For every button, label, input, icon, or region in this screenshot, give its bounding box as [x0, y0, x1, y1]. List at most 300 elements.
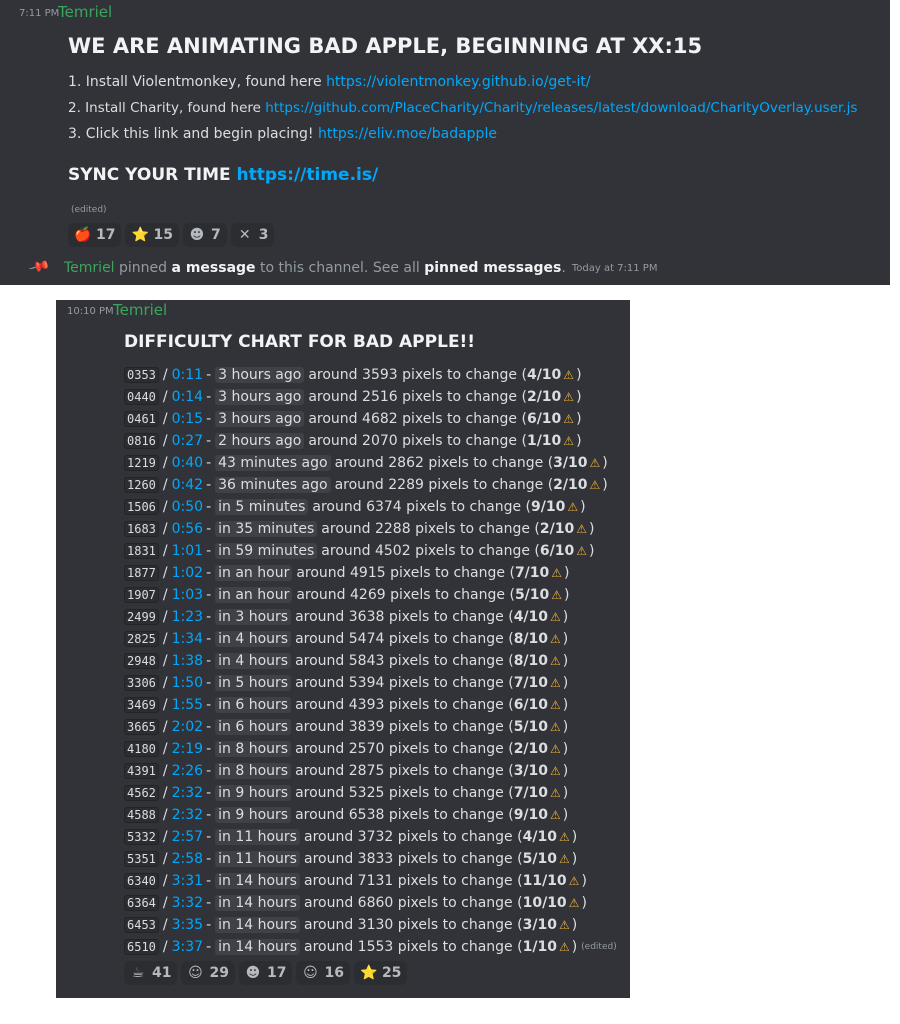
frame-number: 1683 [124, 521, 159, 537]
close-paren: ) [564, 565, 570, 581]
timestamp-link[interactable]: 1:34 [171, 631, 204, 647]
relative-time: in 8 hours [215, 741, 291, 757]
frame-number: 0353 [124, 367, 159, 383]
difficulty-row [124, 518, 617, 540]
separator: / [162, 653, 168, 669]
frame-number: 4180 [124, 741, 159, 757]
timestamp-link[interactable]: 2:26 [171, 763, 204, 779]
relative-time: in 11 hours [215, 851, 300, 867]
timestamp-link[interactable]: 1:23 [171, 609, 204, 625]
pixel-count: 3593 [362, 367, 398, 383]
difficulty-rating: 8/10 [513, 631, 549, 647]
difficulty-row [124, 386, 617, 408]
separator: - [206, 499, 212, 515]
separator: / [162, 411, 168, 427]
reaction-button[interactable] [125, 223, 178, 247]
difficulty-row [124, 738, 617, 760]
difficulty-rating: 9/10 [531, 499, 566, 515]
around-text: around [295, 785, 349, 801]
reaction-button[interactable] [354, 961, 407, 985]
pixels-text: pixels to change ( [410, 543, 540, 559]
custom-emoji-4-icon: ☺ [303, 965, 318, 981]
pixel-count: 2875 [348, 763, 385, 779]
difficulty-rating: 6/10 [526, 411, 562, 427]
star-emoji-icon: ⭐ [359, 965, 378, 981]
reaction-bar [124, 961, 407, 985]
pixels-text: pixels to change ( [393, 873, 523, 889]
separator: / [162, 631, 168, 647]
warning-icon: ⚠ [550, 786, 561, 800]
pixel-count: 4682 [362, 411, 398, 427]
timestamp-link[interactable]: 0:40 [171, 455, 204, 471]
difficulty-row [124, 914, 617, 936]
system-text: . [561, 260, 566, 276]
timestamp-link[interactable]: 3:31 [171, 873, 204, 889]
close-paren: ) [581, 895, 587, 911]
difficulty-row [124, 826, 617, 848]
pixels-text: pixels to change ( [384, 807, 514, 823]
separator: - [206, 653, 212, 669]
frame-number: 2948 [124, 653, 159, 669]
difficulty-row [124, 584, 617, 606]
timestamp-link[interactable]: 1:01 [171, 543, 204, 559]
warning-icon: ⚠ [558, 918, 570, 932]
difficulty-rating: 7/10 [513, 675, 549, 691]
relative-time: in 6 hours [215, 719, 291, 735]
charity-link[interactable]: https://github.com/PlaceCharity/Charity/releases/latest/download/CharityOverlay.user.js [265, 100, 858, 116]
around-text: around [334, 455, 389, 471]
frame-number: 1260 [124, 477, 159, 493]
timestamp-link[interactable]: 0:50 [171, 499, 204, 515]
pixel-count: 5474 [348, 631, 385, 647]
around-text: around [295, 807, 349, 823]
separator: / [162, 851, 168, 867]
pixel-count: 6374 [366, 499, 402, 515]
timestamp-link[interactable]: 2:19 [171, 741, 204, 757]
around-text: around [321, 521, 375, 537]
pixels-text: pixels to change ( [393, 895, 523, 911]
pixels-text: pixels to change ( [401, 499, 531, 515]
around-text: around [295, 719, 349, 735]
separator: - [206, 675, 212, 691]
separator: / [162, 521, 168, 537]
edited-label: (edited) [71, 205, 107, 215]
separator: - [206, 895, 212, 911]
reaction-count: 3 [258, 227, 269, 243]
difficulty-row [124, 870, 617, 892]
message-heading: WE ARE ANIMATING BAD APPLE, BEGINNING AT XX:15 [68, 34, 703, 58]
timestamp-link[interactable]: 0:15 [171, 411, 204, 427]
separator: - [206, 609, 212, 625]
close-paren: ) [581, 873, 587, 889]
separator: / [162, 675, 168, 691]
relative-time: in 6 hours [215, 697, 291, 713]
around-text: around [334, 477, 389, 493]
system-pin-message [27, 255, 658, 279]
difficulty-row [124, 694, 617, 716]
difficulty-rating: 5/10 [513, 719, 549, 735]
frame-number: 1831 [124, 543, 159, 559]
timestamp-link[interactable]: 3:35 [171, 917, 204, 933]
frame-number: 6453 [124, 917, 159, 933]
separator: - [206, 697, 212, 713]
difficulty-rating: 6/10 [513, 697, 549, 713]
pixel-count: 4393 [348, 697, 385, 713]
relative-time: in 4 hours [215, 653, 291, 669]
pixels-text: pixels to change ( [410, 521, 540, 537]
separator: / [162, 389, 168, 405]
close-paren: ) [602, 477, 608, 493]
separator: / [162, 477, 168, 493]
reaction-count: 17 [266, 965, 287, 981]
relative-time: in 11 hours [215, 829, 300, 845]
pixel-count: 3638 [348, 609, 385, 625]
timestamp-link[interactable]: 1:03 [171, 587, 204, 603]
separator: - [206, 807, 212, 823]
around-text: around [303, 873, 358, 889]
separator: - [206, 389, 212, 405]
time-is-link[interactable]: https://time.is/ [236, 165, 379, 185]
relative-time: in an hour [215, 565, 292, 581]
sync-heading [68, 165, 378, 185]
warning-icon: ⚠ [576, 544, 588, 558]
warning-icon: ⚠ [558, 830, 570, 844]
step-text: 1. Install Violentmonkey, found here [68, 74, 327, 90]
timestamp-link[interactable]: 1:55 [171, 697, 204, 713]
close-paren: ) [576, 367, 582, 383]
difficulty-rating: 1/10 [522, 939, 557, 955]
around-text: around [303, 829, 358, 845]
pixels-text: pixels to change ( [423, 477, 554, 493]
custom-emoji-1-icon: ☕ [131, 965, 145, 981]
frame-number: 1877 [124, 565, 159, 581]
close-paren: ) [562, 653, 569, 669]
pixel-count: 6860 [357, 895, 394, 911]
pixel-count: 4915 [350, 565, 386, 581]
sync-text: SYNC YOUR TIME [68, 165, 237, 185]
timestamp-link[interactable]: 0:14 [171, 389, 204, 405]
separator: - [206, 433, 212, 449]
difficulty-row [124, 562, 617, 584]
close-paren: ) [576, 411, 582, 427]
timestamp-link[interactable]: 0:42 [171, 477, 204, 493]
pixels-text: pixels to change ( [397, 389, 527, 405]
separator: - [206, 917, 212, 933]
pixel-count: 3833 [357, 851, 394, 867]
author-name[interactable]: Temriel [58, 3, 113, 21]
frame-number: 3665 [124, 719, 159, 735]
separator: / [162, 433, 168, 449]
edited-label: (edited) [581, 942, 617, 952]
system-text: to this channel. See all [255, 260, 425, 276]
around-text: around [296, 587, 351, 603]
separator: - [206, 719, 212, 735]
system-author[interactable]: Temriel [64, 260, 115, 276]
difficulty-rating: 11/10 [522, 873, 567, 889]
warning-icon: ⚠ [550, 764, 561, 778]
difficulty-rating: 2/10 [513, 741, 549, 757]
pixels-text: pixels to change ( [393, 917, 523, 933]
close-paren: ) [562, 785, 569, 801]
difficulty-list [124, 364, 617, 958]
pixel-count: 2862 [388, 455, 424, 471]
difficulty-rating: 10/10 [522, 895, 567, 911]
difficulty-row [124, 474, 617, 496]
close-paren: ) [562, 741, 569, 757]
difficulty-row [124, 364, 617, 386]
relative-time: in 35 minutes [215, 521, 317, 537]
close-paren: ) [562, 631, 569, 647]
separator: / [162, 587, 168, 603]
separator: / [162, 609, 168, 625]
warning-icon: ⚠ [558, 940, 570, 954]
reaction-count: 17 [96, 227, 116, 243]
close-paren: ) [589, 521, 595, 537]
separator: - [206, 543, 212, 559]
message-timestamp: 10:10 PM [67, 306, 114, 317]
warning-icon: ⚠ [589, 456, 601, 470]
frame-number: 3306 [124, 675, 159, 691]
close-paren: ) [571, 917, 578, 933]
reaction-button[interactable] [68, 223, 121, 247]
pixels-text: pixels to change ( [393, 829, 523, 845]
close-paren: ) [562, 697, 569, 713]
message-timestamp: 7:11 PM [19, 8, 60, 19]
separator: / [162, 697, 168, 713]
warning-icon: ⚠ [550, 698, 561, 712]
timestamp-link[interactable]: 0:27 [171, 433, 204, 449]
separator: - [206, 521, 212, 537]
step-text: 3. Click this link and begin placing! [68, 126, 318, 142]
frame-number: 1907 [124, 587, 159, 603]
apple-emoji-icon: 🍎 [74, 227, 92, 243]
difficulty-row [124, 408, 617, 430]
separator: / [162, 719, 168, 735]
timestamp-link[interactable]: 3:32 [171, 895, 204, 911]
custom-emoji-2-icon: ☺ [188, 965, 203, 981]
step-line-1 [68, 74, 591, 90]
warning-icon: ⚠ [567, 500, 579, 514]
difficulty-rating: 7/10 [514, 565, 550, 581]
warning-icon: ⚠ [563, 368, 575, 382]
reaction-button[interactable] [124, 961, 177, 985]
pixels-text: pixels to change ( [423, 455, 554, 471]
close-paren: ) [564, 587, 570, 603]
warning-icon: ⚠ [558, 852, 570, 866]
pixel-count: 3130 [357, 917, 394, 933]
frame-number: 6340 [124, 873, 159, 889]
timestamp-link[interactable]: 2:32 [171, 807, 204, 823]
system-timestamp: Today at 7:11 PM [571, 262, 658, 274]
relative-time: 3 hours ago [215, 411, 304, 427]
relative-time: in 59 minutes [215, 543, 317, 559]
custom-emoji-3-icon: ☻ [245, 965, 261, 981]
pixels-text: pixels to change ( [385, 565, 515, 581]
close-paren: ) [562, 719, 569, 735]
relative-time: in 5 hours [215, 675, 291, 691]
reaction-count: 15 [153, 227, 173, 243]
reaction-bar [68, 223, 274, 247]
violentmonkey-link[interactable]: https://violentmonkey.github.io/get-it/ [326, 74, 591, 90]
reaction-button[interactable] [296, 961, 349, 985]
difficulty-rating: 1/10 [526, 433, 562, 449]
difficulty-rating: 9/10 [513, 807, 549, 823]
around-text: around [308, 367, 363, 383]
pinned-messages-link[interactable]: pinned messages [424, 260, 562, 276]
relative-time: in 14 hours [215, 917, 300, 933]
around-text: around [303, 939, 358, 955]
difficulty-row [124, 782, 617, 804]
around-text: around [308, 411, 363, 427]
warning-icon: ⚠ [550, 632, 561, 646]
timestamp-link[interactable]: 1:02 [171, 565, 204, 581]
pixels-text: pixels to change ( [393, 851, 523, 867]
pixels-text: pixels to change ( [384, 609, 514, 625]
relative-time: in 8 hours [215, 763, 291, 779]
relative-time: in 9 hours [215, 785, 291, 801]
pixels-text: pixels to change ( [397, 433, 527, 449]
pixels-text: pixels to change ( [384, 631, 514, 647]
warning-icon: ⚠ [551, 588, 563, 602]
frame-number: 1506 [124, 499, 159, 515]
warning-icon: ⚠ [568, 874, 580, 888]
timestamp-link[interactable]: 2:02 [171, 719, 204, 735]
around-text: around [321, 543, 375, 559]
pixels-text: pixels to change ( [397, 411, 527, 427]
relative-time: in 4 hours [215, 631, 291, 647]
difficulty-rating: 4/10 [526, 367, 562, 383]
separator: / [162, 785, 168, 801]
around-text: around [295, 763, 349, 779]
reaction-button[interactable] [181, 961, 234, 985]
reaction-button[interactable] [239, 961, 292, 985]
pixel-count: 6538 [348, 807, 385, 823]
separator: / [162, 873, 168, 889]
reaction-count: 16 [324, 965, 344, 981]
difficulty-rating: 4/10 [522, 829, 557, 845]
separator: - [206, 455, 212, 471]
warning-icon: ⚠ [568, 896, 580, 910]
frame-number: 2499 [124, 609, 159, 625]
around-text: around [295, 631, 349, 647]
timestamp-link[interactable]: 2:58 [171, 851, 204, 867]
frame-number: 6510 [124, 939, 159, 955]
warning-icon: ⚠ [563, 412, 575, 426]
separator: - [206, 939, 212, 955]
difficulty-row [124, 848, 617, 870]
warning-icon: ⚠ [563, 390, 575, 404]
frame-number: 4562 [124, 785, 159, 801]
around-text: around [296, 565, 351, 581]
around-text: around [308, 389, 363, 405]
relative-time: in 14 hours [215, 939, 300, 955]
separator: - [206, 763, 212, 779]
separator: / [162, 455, 168, 471]
pinned-message-link[interactable]: a message [171, 260, 256, 276]
difficulty-row [124, 892, 617, 914]
pixels-text: pixels to change ( [384, 653, 514, 669]
relative-time: in 5 minutes [215, 499, 308, 515]
relative-time: in an hour [215, 587, 292, 603]
timestamp-link[interactable]: 1:50 [171, 675, 204, 691]
timestamp-link[interactable]: 2:57 [171, 829, 204, 845]
frame-number: 0461 [124, 411, 159, 427]
step-text: 2. Install Charity, found here [68, 100, 266, 116]
around-text: around [295, 653, 349, 669]
difficulty-row [124, 650, 617, 672]
author-name[interactable]: Temriel [113, 301, 168, 319]
difficulty-rating: 2/10 [539, 521, 575, 537]
separator: / [162, 939, 168, 955]
pixels-text: pixels to change ( [397, 367, 527, 383]
timestamp-link[interactable]: 0:11 [171, 367, 204, 383]
reaction-button[interactable] [183, 223, 227, 247]
pixels-text: pixels to change ( [384, 763, 514, 779]
close-paren: ) [562, 675, 569, 691]
reaction-button[interactable] [231, 223, 275, 247]
around-text: around [295, 675, 349, 691]
timestamp-link[interactable]: 1:38 [171, 653, 204, 669]
difficulty-row [124, 672, 617, 694]
warning-icon: ⚠ [576, 522, 588, 536]
pixels-text: pixels to change ( [384, 741, 514, 757]
difficulty-rating: 7/10 [513, 785, 549, 801]
timestamp-link[interactable]: 0:56 [171, 521, 204, 537]
step-line-2 [68, 100, 857, 116]
pixel-count: 2288 [374, 521, 411, 537]
star-emoji-icon: ⭐ [131, 227, 149, 243]
pixel-count: 4269 [350, 587, 386, 603]
frame-number: 4588 [124, 807, 159, 823]
relative-time: 3 hours ago [215, 367, 304, 383]
around-text: around [303, 917, 358, 933]
warning-icon: ⚠ [550, 808, 561, 822]
difficulty-rating: 3/10 [522, 917, 557, 933]
separator: - [206, 411, 212, 427]
difficulty-rating: 8/10 [513, 653, 549, 669]
separator: - [206, 631, 212, 647]
around-text: around [295, 741, 349, 757]
difficulty-rating: 3/10 [553, 455, 588, 471]
frame-number: 5332 [124, 829, 159, 845]
pixel-count: 2516 [362, 389, 398, 405]
step-line-3 [68, 126, 497, 142]
separator: - [206, 565, 212, 581]
warning-icon: ⚠ [589, 478, 601, 492]
separator: / [162, 917, 168, 933]
relative-time: in 14 hours [215, 895, 300, 911]
pixel-count: 2070 [362, 433, 398, 449]
difficulty-rating: 3/10 [513, 763, 549, 779]
badapple-link[interactable]: https://eliv.moe/badapple [317, 126, 497, 142]
system-text: pinned [114, 260, 172, 276]
difficulty-row [124, 540, 617, 562]
reaction-count: 29 [209, 965, 229, 981]
timestamp-link[interactable]: 3:37 [171, 939, 204, 955]
reaction-count: 41 [152, 965, 172, 981]
pixel-count: 5394 [348, 675, 385, 691]
timestamp-link[interactable]: 2:32 [171, 785, 204, 801]
pixels-text: pixels to change ( [385, 587, 515, 603]
warning-icon: ⚠ [563, 434, 575, 448]
message-panel-1 [0, 0, 890, 285]
warning-icon: ⚠ [550, 654, 561, 668]
around-text: around [308, 433, 363, 449]
separator: - [206, 873, 212, 889]
pixel-count: 5843 [348, 653, 385, 669]
difficulty-row [124, 804, 617, 826]
separator: - [206, 829, 212, 845]
